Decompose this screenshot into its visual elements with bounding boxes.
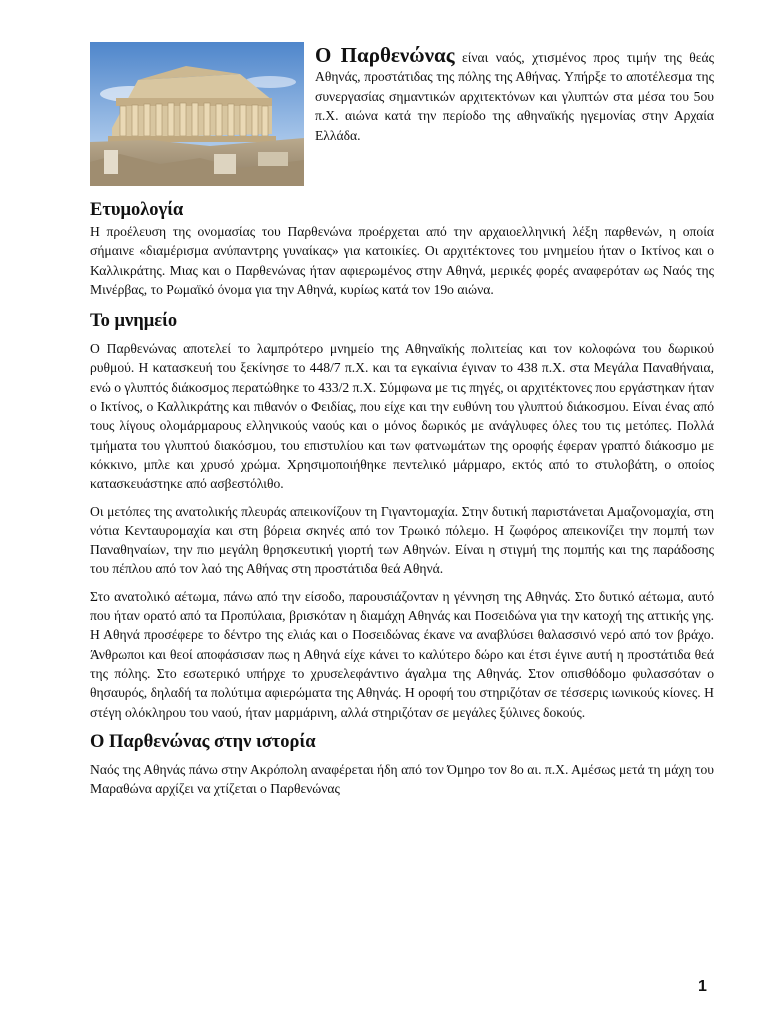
- parthenon-photo: [90, 42, 304, 186]
- section-heading-history: Ο Παρθενώνας στην ιστορία: [90, 731, 316, 752]
- section-heading-monument: Το μνημείο: [90, 311, 178, 332]
- etymology-paragraph: Η προέλευση της ονομασίας του Παρθενώνα προέρχεται από την αρχαιοελληνική λέξη παρθενών, η οποία σήμαινε «διαμέρισμα ανύπαντρης γυναίκας» για κατοικίες. Οι αρχιτέκτονες του μνημείου ήταν ο Ικτίνος και ο Καλλικράτης. Μιας και ο Παρθενώνας ήταν αφιερωμένος στην Αθηνά, μερικές φορές αναφερόταν ως Ναός της Μινέρβας, το Ρωμαϊκό όνομα για την Αθηνά, κυρίως κατά τον 19ο αιώνα.: [90, 224, 714, 297]
- main-content: [90, 198, 714, 798]
- document-title: Ο Παρθενώνας: [315, 43, 455, 67]
- intro-paragraph: [315, 43, 714, 145]
- monument-paragraph-1: Ο Παρθενώνας αποτελεί το λαμπρότερο μνημείο της Αθηναϊκής πολιτείας και τον κολοφώνα του δωρικού ρυθμού. Η κατασκευή του ξεκίνησε το 448/7 π.Χ. και τα εγκαίνια έγιναν το 438 π.Χ. στα Μεγάλα Παναθήναια, ενώ ο γλυπτός διάκοσμος περατώθηκε το 433/2 π.Χ. Σύμφωνα με τις πηγές, οι αρχιτέκτονες που εργάστηκαν ήταν ο Ικτίνος, ο Καλλικράτης και πιθανόν ο Φειδίας, που είχε και την ευθύνη του γλυπτού διάκοσμου. Είναι ένας από τους λίγους ολομάρμαρους ελληνικούς ναούς και ο μόνος δωρικός με ανάγλυφες όλες του τις μετόπες. Πολλά τμήματα του γλυπτού διακόσμου, του επιστυλίου και των φατνωμάτων της οροφής έφεραν γραπτό διάκοσμο με κόκκινο, μπλε και χρυσό χρώμα. Χρησιμοποιήθηκε πεντελικό μάρμαρο, εκτός από το στυλοβάτη, ο οποίος κατασκευάστηκε από ασβεστόλιθο.: [90, 341, 714, 492]
- page-number: 1: [698, 978, 707, 995]
- monument-paragraph-3: Στο ανατολικό αέτωμα, πάνω από την είσοδο, παρουσιάζονταν η γέννηση της Αθηνάς. Στο δυτικό αέτωμα, αυτό που ήταν ορατό από τα Προπύλαια, βρισκόταν η διαμάχη Αθηνάς και Ποσειδώνα για την κατοχή της αττικής γης. Η Αθηνά προσέφερε το δέντρο της ελιάς και ο Ποσειδώνας έκανε να αναβλύσει θαλασσινό νερό από τον βράχο. Άνθρωποι και θεοί αποφάσισαν πως η Αθηνά είχε κάνει το καλύτερο δώρο και έτσι έγινε αυτή η προστάτιδα θεά της πόλης. Στο εσωτερικό υπήρχε το χρυσελεφάντινο άγαλμα της Αθηνάς. Στον οπισθόδομο φυλασσόταν ο θησαυρός, δηλαδή τα πολύτιμα αφιερώματα της Αθηνάς. Η οροφή του στηριζόταν σε τέσσερις ιωνικούς κίονες. Η στέγη ολόκληρου του ναού, ήταν μαρμάρινη, αλλά στηριζόταν σε μεγάλες ξύλινες δοκούς.: [90, 588, 714, 720]
- history-paragraph: Ναός της Αθηνάς πάνω στην Ακρόπολη αναφέρεται ήδη από τον Όμηρο τον 8ο αι. π.Χ. Αμέσως μετά τη μάχη του Μαραθώνα αρχίζει να χτίζεται ο Παρθενώνας: [90, 761, 714, 797]
- intro-text: είναι ναός, χτισμένος προς τιμήν της θεάς Αθηνάς, προστάτιδας της πόλης της Αθήνας. Υπήρξε το αποτέλεσμα της συνεργασίας σημαντικών αρχιτεκτόνων και γλυπτών στα μέσα του 5ου π.Χ. αιώνα κατά την περίοδο της αθηναϊκής ηγεμονίας στην Αρχαία Ελλάδα.: [315, 50, 714, 143]
- section-heading-etymology: Ετυμολογία: [90, 200, 184, 220]
- monument-paragraph-2: Οι μετόπες της ανατολικής πλευράς απεικονίζουν τη Γιγαντομαχία. Στην δυτική παριστάνεται Αμαζονομαχία, στη νότια Κενταυρομαχία και στη βόρεια σκηνές από τον Τρωικό πόλεμο. Η ζωφόρος απεικονίζει την πομπή των Παναθηναίων, την πιο μεγάλη θρησκευτική γιορτή των Αθηνών. Είναι η στιγμή της πομπής και της παράδοσης του πέπλου από τον λαό της Αθήνας στη προστάτιδα θεά Αθηνά.: [90, 503, 714, 577]
